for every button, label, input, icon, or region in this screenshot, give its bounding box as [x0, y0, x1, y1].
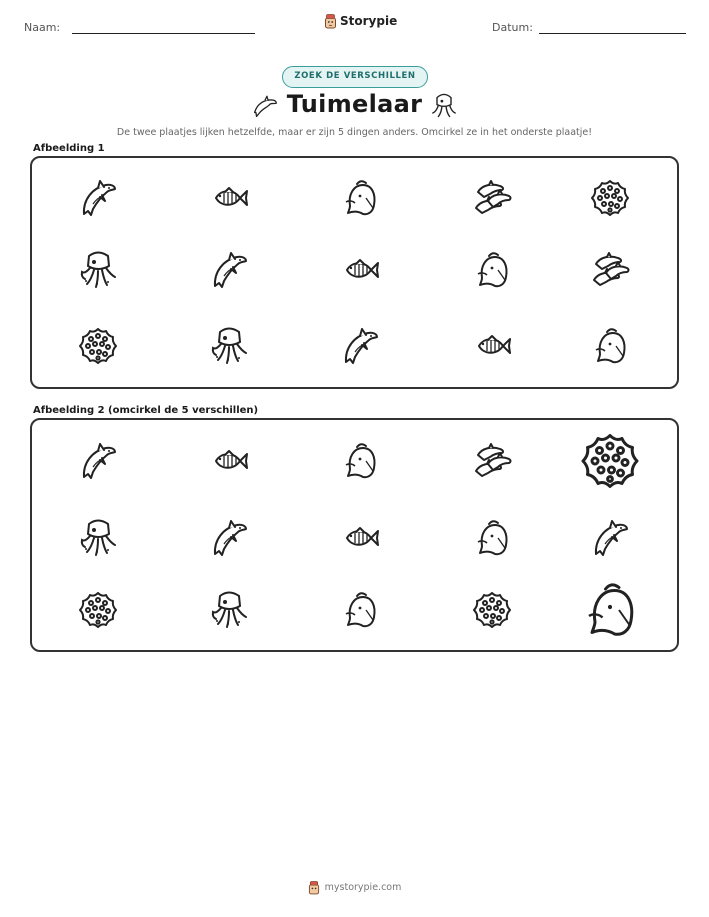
footer-url: mystorypie.com — [324, 882, 402, 893]
jumping-dolphin-icon — [340, 326, 380, 366]
jumping-dolphin-icon — [590, 518, 630, 558]
dolphin-head-icon — [340, 590, 380, 630]
coral-icon — [580, 431, 640, 491]
page-title: Tuimelaar — [286, 90, 423, 118]
fish-icon — [340, 518, 380, 558]
fish-icon — [472, 326, 512, 366]
dolphin-group-icon — [590, 250, 630, 290]
picture-cell[interactable] — [340, 518, 380, 558]
date-label: Datum: — [492, 21, 533, 34]
picture-cell[interactable] — [78, 441, 118, 481]
picture-cell — [590, 326, 630, 366]
coral-icon — [78, 326, 118, 366]
storypie-mascot-icon — [324, 13, 337, 29]
picture-cell[interactable] — [340, 590, 380, 630]
name-label: Naam: — [24, 21, 61, 34]
squid-decoration-icon — [430, 92, 458, 120]
squid-icon — [78, 250, 118, 290]
picture-cell — [209, 326, 249, 366]
fish-icon — [209, 441, 249, 481]
dolphin-head-icon — [340, 178, 380, 218]
dolphin-group-icon — [472, 441, 512, 481]
picture-cell[interactable] — [209, 590, 249, 630]
dolphin-head-icon — [580, 580, 640, 640]
panel-2-label: Afbeelding 2 (omcirkel de 5 verschillen) — [33, 405, 259, 416]
name-line[interactable] — [72, 33, 255, 34]
picture-cell[interactable] — [472, 518, 512, 558]
picture-cell — [590, 250, 630, 290]
picture-cell[interactable] — [209, 518, 249, 558]
picture-cell — [472, 178, 512, 218]
dolphin-head-icon — [340, 441, 380, 481]
brand-logo — [324, 13, 397, 29]
picture-cell — [209, 250, 249, 290]
picture-cell[interactable] — [472, 590, 512, 630]
dolphin-head-icon — [472, 518, 512, 558]
panel-1-label: Afbeelding 1 — [33, 143, 105, 154]
picture-cell — [472, 250, 512, 290]
brand-name: Storypie — [340, 14, 398, 28]
dolphin-head-icon — [590, 326, 630, 366]
squid-icon — [78, 518, 118, 558]
picture-cell[interactable] — [590, 518, 630, 558]
picture-cell — [590, 178, 630, 218]
footer — [0, 880, 709, 895]
picture-cell — [340, 326, 380, 366]
picture-cell — [78, 326, 118, 366]
coral-icon — [472, 590, 512, 630]
picture-cell[interactable] — [78, 590, 118, 630]
picture-panel-1 — [30, 156, 679, 389]
picture-cell — [340, 250, 380, 290]
activity-badge: ZOEK DE VERSCHILLEN — [282, 66, 428, 88]
jumping-dolphin-icon — [209, 250, 249, 290]
picture-cell[interactable] — [580, 431, 640, 491]
picture-panel-2[interactable] — [30, 418, 679, 652]
picture-cell[interactable] — [472, 441, 512, 481]
picture-cell — [472, 326, 512, 366]
coral-icon — [78, 590, 118, 630]
dolphin-group-icon — [472, 178, 512, 218]
storypie-mascot-icon — [308, 880, 320, 895]
picture-cell[interactable] — [580, 580, 640, 640]
fish-icon — [340, 250, 380, 290]
date-line[interactable] — [539, 33, 686, 34]
picture-cell — [209, 178, 249, 218]
jumping-dolphin-icon — [209, 518, 249, 558]
picture-cell — [78, 178, 118, 218]
fish-icon — [209, 178, 249, 218]
picture-cell[interactable] — [340, 441, 380, 481]
jumping-dolphin-icon — [78, 178, 118, 218]
jumping-dolphin-icon — [78, 441, 118, 481]
dolphin-head-icon — [472, 250, 512, 290]
picture-cell[interactable] — [78, 518, 118, 558]
picture-cell — [78, 250, 118, 290]
picture-cell — [340, 178, 380, 218]
instructions: De twee plaatjes lijken hetzelfde, maar er zijn 5 dingen anders. Omcirkel ze in het onderste plaatje! — [116, 127, 593, 138]
picture-cell[interactable] — [209, 441, 249, 481]
squid-icon — [209, 590, 249, 630]
squid-icon — [209, 326, 249, 366]
coral-icon — [590, 178, 630, 218]
